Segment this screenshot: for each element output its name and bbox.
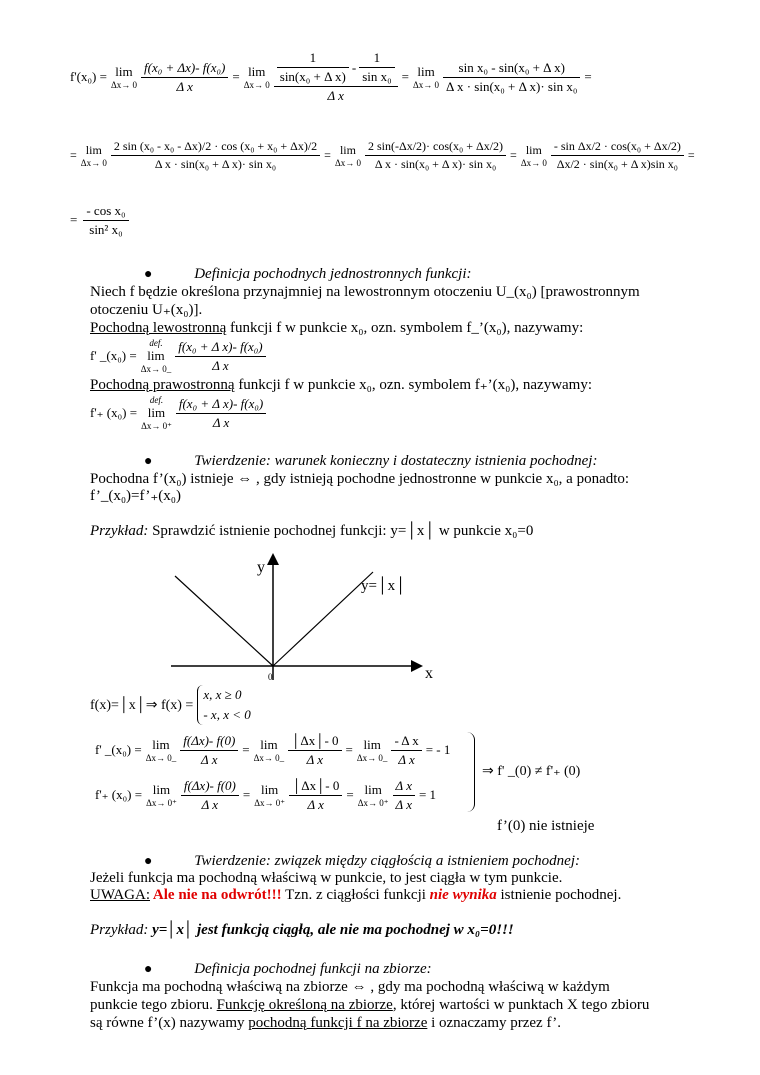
bullet-icon: ● xyxy=(144,454,153,469)
right-branch xyxy=(273,572,373,666)
paragraph-line: Pochodna f’(x₀) istnieje ⇔ , gdy istnieją pochodne jednostronne w punkcie x₀, a ponadto: xyxy=(90,471,630,487)
simplified-fraction: $\frac{\text{2 sin(-Δx/2)· cos(x₀ + Δx/2)}}{\text{Δ x · sin(x₀ + Δ x)· sin x₀}}$ xyxy=(365,139,506,172)
limit-operator: lim Δx→ 0 xyxy=(80,142,107,168)
equals-sign: = xyxy=(324,147,331,162)
y-axis-label: y xyxy=(257,559,265,576)
not-exists-note: f’(0) nie istnieje xyxy=(497,818,595,834)
limit-operator: lim Δx→ 0 xyxy=(334,142,361,168)
equals-sign: = xyxy=(401,69,409,84)
paragraph-line: są równe f’(x) nazywamy pochodną funkcji f na zbiorze i oznaczamy przez f’. xyxy=(90,1015,562,1031)
paragraph-line: Funkcja ma pochodną właściwą na zbiorze ⇔ , gdy ma pochodną właściwą w każdym xyxy=(90,979,610,995)
equals-sign: = xyxy=(510,147,517,162)
example-continuous-no-derivative: Przykład: y=│x│ jest funkcją ciągłą, ale nie ma pochodnej w x₀=0!!! xyxy=(90,922,514,938)
sine-difference-fraction: $\frac{\text{sin x₀ - sin(x₀ + Δ x)}}{\text{Δ x · sin(x₀ + Δ x)· sin x₀}}$ xyxy=(443,60,580,95)
x-axis-label: x xyxy=(425,665,433,682)
equals-sign: = xyxy=(70,212,78,227)
warning-line: UWAGA: Ale nie na odwrót!!! Tzn. z ciągłości funkcji nie wynika istnienie pochodnej. xyxy=(90,887,622,903)
right-brace xyxy=(466,732,475,812)
equals-sign: = xyxy=(70,147,77,162)
paragraph-line: otoczeniu U₊(x₀)]. xyxy=(90,302,203,318)
limit-operator: lim Δx→ 0 xyxy=(110,64,137,90)
abs-value-graph xyxy=(165,548,445,688)
heading-text: Definicja pochodnych jednostronnych funkcji: xyxy=(194,266,472,282)
curve-label: y=│x│ xyxy=(361,578,406,594)
bullet-icon: ● xyxy=(144,854,153,869)
result-fraction: $\frac{\text{- cos x₀}}{\text{sin² x₀}}$ xyxy=(83,203,128,238)
bullet-icon: ● xyxy=(144,962,153,977)
right-derivative-calc: f'₊ (x₀) = lim Δx→ 0⁺ $\frac{f(\Delta x)- f(0)}{\text{Δ x}}$ = lim Δx→ 0⁺ $\frac{│\Delta x│- 0}{\text{Δ x}}$ = lim Δx→ 0⁺ $\frac{\text{Δ x}}{\text{Δ x}}$ = 1 xyxy=(95,777,437,812)
limit-operator: lim Δx→ 0 xyxy=(243,64,270,90)
bullet-icon: ● xyxy=(144,267,153,282)
left-derivative-calc: f' _(x₀) = lim Δx→ 0_ $\frac{f(\Delta x)- f(0)}{\text{Δ x}}$ = lim Δx→ 0_ $\frac{│\Delta x│- 0}{\text{Δ x}}$ = lim Δx→ 0_ $\frac{\text{- Δ x}}{\text{Δ x}}$ = - 1 xyxy=(95,732,451,767)
derivation-row-3 xyxy=(70,198,129,242)
equals-sign: = xyxy=(232,69,240,84)
limit-operator: lim Δx→ 0 xyxy=(413,64,440,90)
example-abs-derivative: Przykład: Sprawdzić istnienie pochodnej funkcji: y=│x│ w punkcie x₀=0 xyxy=(90,523,534,539)
left-branch xyxy=(175,576,273,666)
derivation-row-1 xyxy=(70,44,592,110)
paragraph-line: punkcie tego zbioru. Funkcję określoną na zbiorze, której wartości w punktach X tego zbioru xyxy=(90,997,650,1013)
paragraph-line: Jeżeli funkcja ma pochodną właściwą w punkcie, to jest ciągła w tym punkcie. xyxy=(90,870,563,886)
derivative-lhs: f'(x₀) = xyxy=(70,69,107,84)
section-heading-set-derivative xyxy=(144,961,432,978)
left-derivative-formula: f' _(x₀) = def. lim Δx→ 0_ $\frac{\text{f(x₀ + Δ x)- f(x₀)}}{\text{Δ x}}$ xyxy=(90,336,266,376)
difference-quotient: $\frac{\text{f(x₀ + Δx)- f(x₀)}}{\text{Δ x}}$ xyxy=(141,60,228,95)
section-heading-one-sided xyxy=(144,266,472,283)
paragraph-line: Niech f będzie określona przynajmniej na lewostronnym otoczeniu U_(x₀) [prawostronnym xyxy=(90,284,640,300)
section-heading-theorem xyxy=(144,453,597,470)
paragraph-line: f’_(x₀)=f’₊(x₀) xyxy=(90,488,181,504)
derivation-row-2 xyxy=(70,116,695,194)
heading-text: Definicja pochodnej funkcji na zbiorze: xyxy=(194,961,432,977)
equals-sign: = xyxy=(584,69,592,84)
derivative-conclusion: ⇒ f' _(0) ≠ f'₊ (0) xyxy=(482,764,581,779)
right-derivative-definition: Pochodną prawostronną funkcji f w punkcie x₀, ozn. symbolem f₊’(x₀), nazywamy: xyxy=(90,377,593,393)
piecewise-definition: f(x)=│x│⇒ f(x) = x, x ≥ 0 - x, x < 0 xyxy=(90,684,251,726)
right-derivative-formula: f'₊ (x₀) = def. lim Δx→ 0⁺ $\frac{\text{f(x₀ + Δ x)- f(x₀)}}{\text{Δ x}}$ xyxy=(90,393,266,433)
compound-fraction: $\frac{1}{\text{sin(x₀ + Δ x)}}$ - $\frac{1}{\text{sin x₀}}$ Δ x xyxy=(274,50,398,104)
limit-operator: lim Δx→ 0 xyxy=(520,142,547,168)
sum-to-product-fraction: $\frac{\text{2 sin (x₀ - x₀ - Δx)/2 · cos (x₀ + x₀ + Δx)/2}}{\text{Δ x · sin(x₀ + Δ x)· sin x₀}}$ xyxy=(111,139,320,172)
origin-label: 0 xyxy=(268,672,273,682)
equals-sign: = xyxy=(687,147,695,162)
heading-text: Twierdzenie: związek między ciągłością a istnieniem pochodnej: xyxy=(194,853,580,869)
section-heading-continuity xyxy=(144,853,580,870)
left-derivative-definition: Pochodną lewostronną funkcji f w punkcie x₀, ozn. symbolem f_’(x₀), nazywamy: xyxy=(90,320,584,336)
heading-text: Twierdzenie: warunek konieczny i dostateczny istnienia pochodnej: xyxy=(194,453,598,469)
final-limit-fraction: $\frac{\text{- sin Δx/2 · cos(x₀ + Δx/2)}}{\text{Δx/2 · sin(x₀ + Δ x)sin x₀}}$ xyxy=(551,139,684,172)
